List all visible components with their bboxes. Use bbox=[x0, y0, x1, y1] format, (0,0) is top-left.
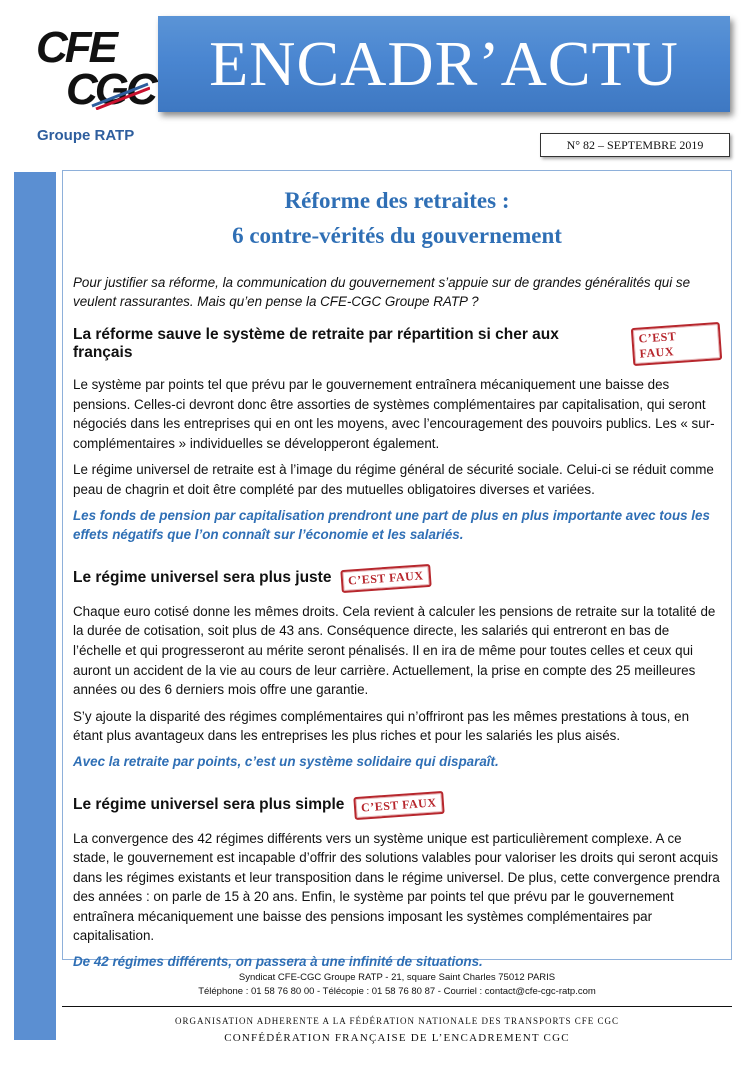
section-1-paragraph-1: Le système par points tel que prévu par le gouvernement entraînera mécaniquement une baisse des pensions. Celles-ci devront donc être assorties de systèmes complémentaires par capitalisation, qui seront négociés dans les entreprises qui en ont les moyens, avec l’encouragement des pouvoirs publics. Les « sur-complémentaires » individuelles se développeront également. bbox=[73, 377, 715, 451]
section-3-paragraph-1: La convergence des 42 régimes différents vers un système unique est particulièrement complexe. A ce stade, le gouvernement est incapable d’offrir des solutions valables pour valoriser les droits qui seront acquis dans les régimes existants et leur transposition dans le régime universel. De plus, cette convergence prendra des années : on parle de 15 à 20 ans. Enfin, le système par points tel que prévu par le gouvernement entraînera mécaniquement une baisse des pensions imposant les systèmes complémentaires par capitalisation. bbox=[73, 830, 720, 944]
footer-organisation: ORGANISATION ADHERENTE A LA FÉDÉRATION NATIONALE DES TRANSPORTS CFE CGC bbox=[174, 1016, 620, 1026]
issue-number: N° 82 – SEPTEMBRE 2019 bbox=[540, 133, 730, 157]
cfe-cgc-logo bbox=[30, 18, 155, 128]
article-title bbox=[73, 183, 721, 253]
logo-line-cgc: CGC bbox=[66, 65, 155, 114]
decorative-side-bar bbox=[14, 172, 56, 1040]
logo-group-name: Groupe RATP bbox=[37, 127, 135, 144]
footer-divider bbox=[62, 1006, 732, 1007]
logo-line-cfe: CFE bbox=[36, 23, 115, 72]
header-banner bbox=[158, 16, 730, 112]
article-box bbox=[62, 170, 732, 970]
section-1 bbox=[73, 325, 721, 545]
article-intro: Pour justifier sa réforme, la communication du gouvernement s’appuie sur de grandes généralités qui se veulent rassurantes. Mais qu’en pense la CFE-CGC Groupe RATP ? bbox=[73, 275, 691, 309]
section-heading-row bbox=[73, 794, 721, 817]
section-2-paragraph-1: Chaque euro cotisé donne les mêmes droits. Cela revient à calculer les pensions de retraite sur la totalité de la durée de cotisation, soit plus de 43 ans. Conséquence directe, les salariés qui entreront en bas de l’échelle et qui progresseront au mérite seront pénalisés. Il en ira de même pour toutes celles et ceux qui auront un accident de la vie au cours de leur carrière. Actuellement, la prise en compte des 25 meilleures années ou des 6 derniers mois offre une garantie. bbox=[73, 603, 716, 698]
section-1-heading: La réforme sauve le système de retraite par répartition si cher aux français bbox=[73, 326, 559, 361]
section-heading-row bbox=[73, 325, 721, 363]
cest-faux-stamp: C’EST FAUX bbox=[354, 790, 445, 819]
section-2-paragraph-2: S’y ajoute la disparité des régimes complémentaires qui n’offriront pas les mêmes prestations à tous, en étant plus avantageux dans les entreprises les plus riches et pour les salariés les plus aisés. bbox=[73, 708, 690, 744]
footer-contacts: Téléphone : 01 58 76 80 00 - Télécopie : 01 58 76 80 87 - Courriel : contact@cfe-cgc-ratp.com bbox=[198, 986, 596, 997]
section-3-heading: Le régime universel sera plus simple bbox=[73, 796, 345, 813]
logo-stripes-icon bbox=[90, 80, 150, 110]
section-heading-row bbox=[73, 567, 721, 590]
article-title-line-1: Réforme des retraites : bbox=[284, 188, 510, 213]
section-2-heading: Le régime universel sera plus juste bbox=[73, 569, 332, 587]
cest-faux-stamp: C’EST FAUX bbox=[341, 564, 432, 593]
article-title-line-2: 6 contre-vérités du gouvernement bbox=[232, 223, 562, 248]
footer-address: Syndicat CFE-CGC Groupe RATP - 21, square Saint Charles 75012 PARIS bbox=[238, 972, 556, 983]
section-1-conclusion: Les fonds de pension par capitalisation prendront une part de plus en plus importante avec tous les effets négatifs que l’on connaît sur l’économie et les salariés. bbox=[73, 507, 710, 543]
footer-confederation: CONFÉDÉRATION FRANÇAISE DE L’ENCADREMENT CGC bbox=[224, 1032, 570, 1044]
section-3-conclusion: De 42 régimes différents, on passera à une infinité de situations. bbox=[73, 954, 483, 970]
newsletter-title: ENCADR’ACTU bbox=[209, 28, 679, 99]
cest-faux-stamp: C’EST FAUX bbox=[630, 322, 722, 366]
section-2-conclusion: Avec la retraite par points, c’est un système solidaire qui disparaît. bbox=[73, 753, 499, 769]
section-1-paragraph-2: Le régime universel de retraite est à l’image du régime général de sécurité sociale. Celui-ci se réduit comme peau de chagrin et doit être complété par des mutuelles obligatoires diverses et variées. bbox=[73, 462, 714, 497]
section-3 bbox=[73, 794, 721, 972]
section-2 bbox=[73, 567, 721, 772]
